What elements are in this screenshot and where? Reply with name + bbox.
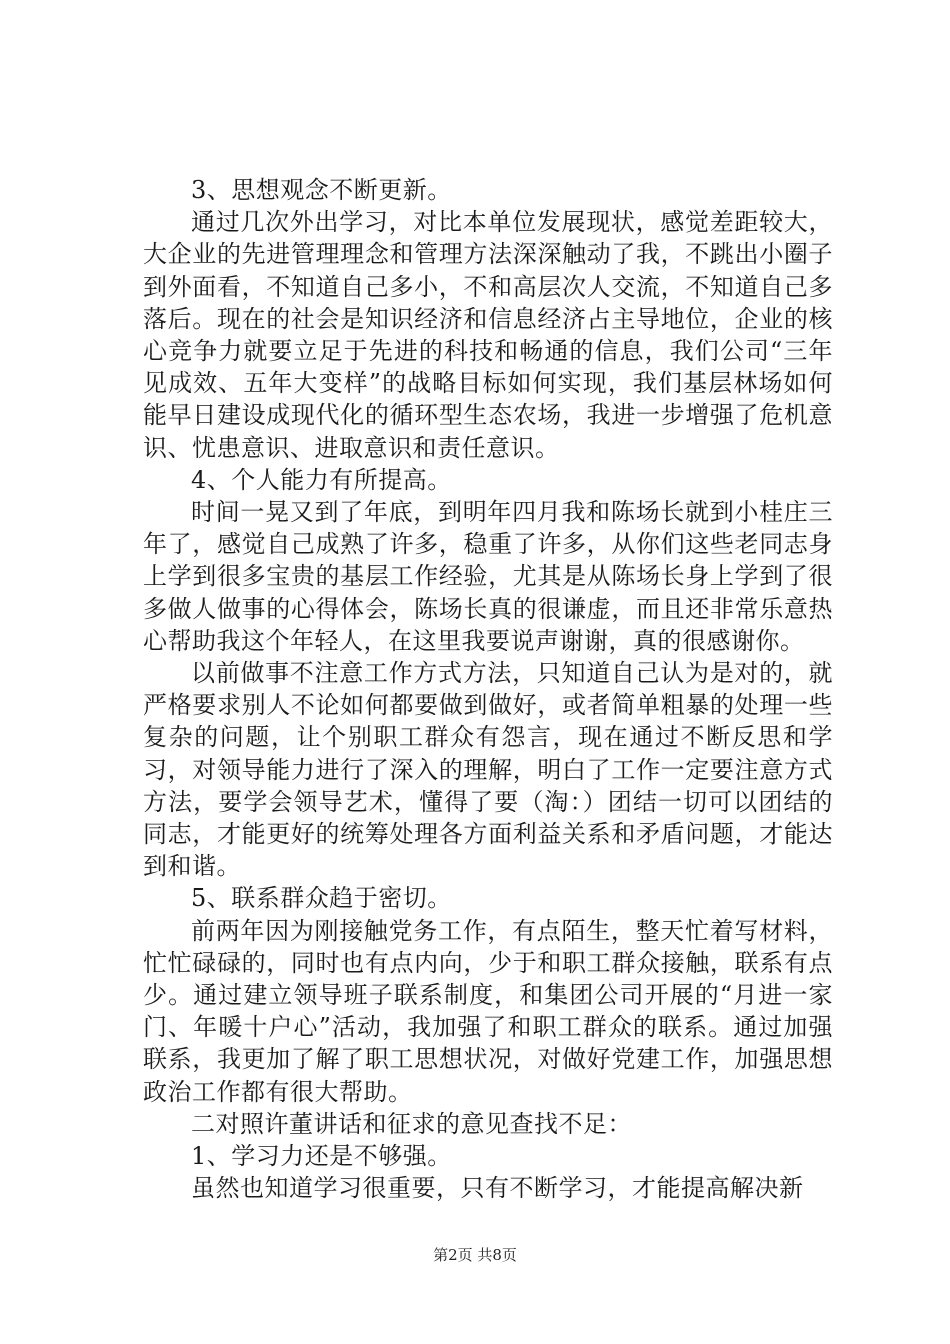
page-number-footer: 第2页 共8页 [433, 1246, 517, 1264]
paragraph-learning-trips: 通过几次外出学习，对比本单位发展现状，感觉差距较大，大企业的先进管理理念和管理方法深深触动了我，不跳出小圈子到外面看，不知道自己多小，不和高层次人交流，不知道自己多落后。现在的社会是知识经济和信息经济占主导地位，企业的核心竞争力就要立足于先进的科技和畅通的信息，我们公司“三年见成效、五年大变样”的战略目标如何实现，我们基层林场如何能早日建设成现代化的循环型生态农场，我进一步增强了危机意识、忧患意识、进取意识和责任意识。 [143, 208, 833, 462]
paragraph-learning-importance: 虽然也知道学习很重要，只有不断学习，才能提高解决新 [191, 1174, 804, 1203]
paragraph-party-work: 前两年因为刚接触党务工作，有点陌生，整天忙着写材料，忙忙碌碌的，同时也有点内向，少于和职工群众接触，联系有点少。通过建立领导班子联系制度，和集团公司开展的“月进一家门、年暖十户心”活动，我加强了和职工群众的联系。通过加强联系，我更加了解了职工思想状况，对做好党建工作，加强思想政治工作都有很大帮助。 [143, 916, 833, 1106]
heading-5-contact-masses: 5、联系群众趋于密切。 [191, 884, 452, 913]
heading-shortcomings: 二对照许董讲话和征求的意见查找不足： [191, 1109, 632, 1138]
heading-4-ability-improved: 4、个人能力有所提高。 [191, 465, 452, 494]
heading-1-learning-ability: 1、学习力还是不够强。 [191, 1142, 452, 1171]
heading-3-thinking-update: 3、思想观念不断更新。 [191, 176, 452, 204]
document-body [143, 174, 833, 1205]
paragraph-work-methods: 以前做事不注意工作方式方法，只知道自己认为是对的，就严格要求别人不论如何都要做到做好，或者简单粗暴的处理一些复杂的问题，让个别职工群众有怨言，现在通过不断反思和学习，对领导能力进行了深入的理解，明白了工作一定要注意方式方法，要学会领导艺术，懂得了要（淘：）团结一切可以团结的同志，才能更好的统筹处理各方面利益关系和矛盾问题，才能达到和谐。 [143, 659, 833, 881]
paragraph-year-end: 时间一晃又到了年底，到明年四月我和陈场长就到小桂庄三年了，感觉自己成熟了许多，稳重了许多，从你们这些老同志身上学到很多宝贵的基层工作经验，尤其是从陈场长身上学到了很多做人做事的心得体会，陈场长真的很谦虚，而且还非常乐意热心帮助我这个年轻人，在这里我要说声谢谢，真的很感谢你。 [143, 498, 833, 655]
